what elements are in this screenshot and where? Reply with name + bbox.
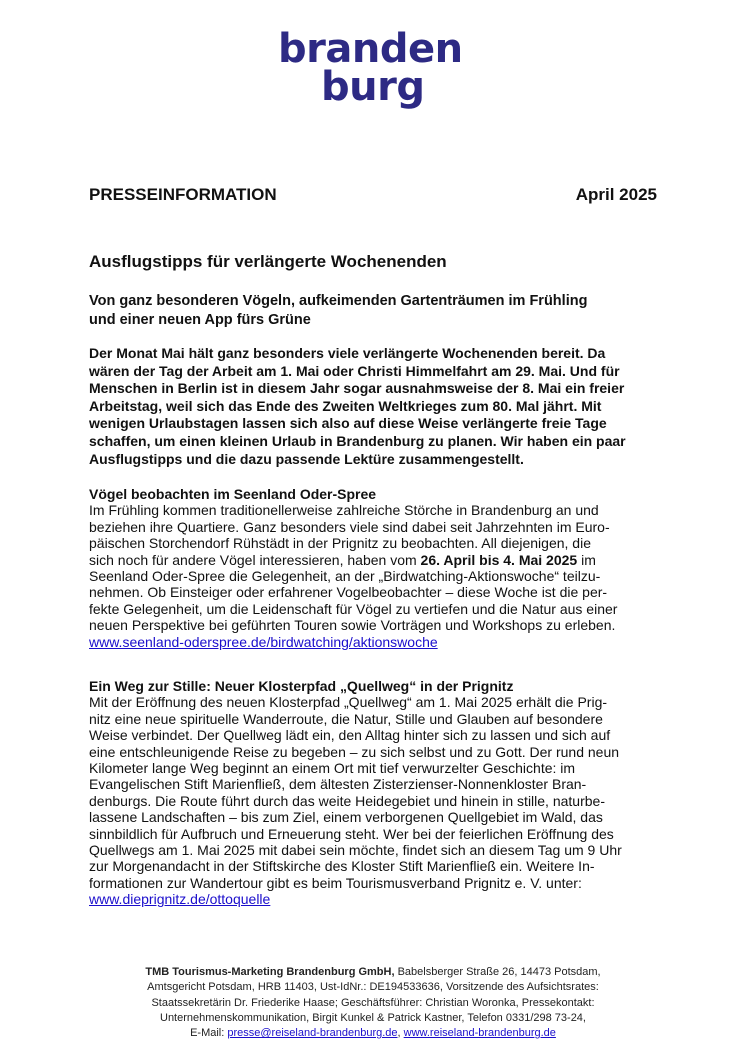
section-link[interactable]: www.seenland-oderspree.de/birdwatching/aktionswoche <box>89 633 438 650</box>
document-header <box>89 185 657 205</box>
body-line <box>89 760 622 776</box>
body-text: Seenland Oder-Spree die Gelegenheit, an der „Birdwatching-Aktionswoche“ teilzu- <box>89 568 601 585</box>
body-line <box>89 535 617 551</box>
footer-separator: , <box>397 1027 404 1040</box>
body-text: im <box>577 551 596 568</box>
body-text: Im Frühling kommen traditionellerweise zahlreiche Störche in Brandenburg an und <box>89 502 599 519</box>
brandenburg-logo <box>278 26 463 110</box>
footer-email-link[interactable]: presse@reiseland-brandenburg.de <box>227 1027 398 1040</box>
body-line <box>89 502 617 518</box>
body-line <box>89 694 622 710</box>
body-text: Quellwegs am 1. Mai 2025 mit dabei sein möchte, findet sich an diesem Tag um 9 Uhr <box>89 842 622 859</box>
body-line <box>89 809 622 825</box>
body-text: nehmen. Ob Einsteiger oder erfahrener Vogelbeobachter – diese Woche ist die per- <box>89 584 608 601</box>
body-line <box>89 842 622 858</box>
lead-line: wären der Tag der Arbeit am 1. Mai oder Christi Himmelfahrt am 29. Mai. Und für <box>89 362 620 379</box>
body-line <box>89 793 622 809</box>
body-line <box>89 776 622 792</box>
body-line <box>89 617 617 633</box>
section-heading: Vögel beobachten im Seenland Oder-Spree <box>89 486 377 502</box>
lead-line: wenigen Urlaubstagen lassen sich also auf diese Weise verlängerte freie Tage <box>89 415 607 432</box>
body-text: Mit der Eröffnung des neuen Klosterpfad „Quellweg“ am 1. Mai 2025 erhält die Prig- <box>89 694 608 711</box>
body-line <box>89 727 622 743</box>
body-line <box>89 858 622 874</box>
body-line <box>89 568 617 584</box>
body-line <box>89 744 622 760</box>
document-type: PRESSEINFORMATION <box>89 185 277 204</box>
section-link[interactable]: www.dieprignitz.de/ottoquelle <box>89 891 271 908</box>
section-quellweg <box>89 678 622 908</box>
body-line <box>89 584 617 600</box>
body-text: eine entschleunigende Reise zu begeben – zu sich selbst und zu Gott. Der rund neun <box>89 743 620 760</box>
body-line <box>89 711 622 727</box>
lead-line: schaffen, um einen kleinen Urlaub in Brandenburg zu planen. Wir haben ein paar <box>89 432 626 449</box>
section-heading: Ein Weg zur Stille: Neuer Klosterpfad „Quellweg“ in der Prignitz <box>89 678 514 694</box>
body-text: sinnbildlich für Aufbruch und Erneuerung steht. Wer bei der feierlichen Eröffnung des <box>89 825 614 842</box>
lead-line: Ausflugstipps und die dazu passende Lektüre zusammengestellt. <box>89 450 524 467</box>
body-line <box>89 519 617 535</box>
body-text: neuen Perspektive bei geführten Touren sowie Vorträgen und Workshops zu erleben. <box>89 617 616 634</box>
section-birdwatching <box>89 486 617 650</box>
body-text: beziehen ihre Quartiere. Ganz besonders viele sind dabei seit Jahrzehnten im Euro- <box>89 518 610 535</box>
body-text: fekte Gelegenheit, um die Leidenschaft für Vögel zu vertiefen und die Natur aus einer <box>89 600 618 617</box>
lead-line: Menschen in Berlin ist in diesem Jahr sogar ausnahmsweise der 8. Mai ein freier <box>89 380 625 397</box>
footer-contact: Unternehmenskommunikation, Birgit Kunkel & Patrick Kastner, Telefon 0331/298 73-24, <box>160 1011 586 1024</box>
subtitle-line: Von ganz besonderen Vögeln, aufkeimenden Gartenträumen im Frühling <box>89 293 588 309</box>
body-text: nitz eine neue spirituelle Wanderroute, die Natur, Stille und Glauben auf besondere <box>89 710 603 727</box>
body-text: denburgs. Die Route führt durch das weite Heidegebiet und hinein in stille, naturbe- <box>89 792 605 809</box>
footer-email-label: E-Mail: <box>190 1027 228 1040</box>
body-text: päischen Storchendorf Rühstädt in der Prignitz zu beobachten. All diejenigen, die <box>89 535 591 552</box>
highlighted-date: 26. April bis 4. Mai 2025 <box>420 551 578 568</box>
footer-registry: Amtsgericht Potsdam, HRB 11403, Ust-IdNr.: DE194533636, Vorsitzende des Aufsichtsrates: <box>147 981 599 994</box>
body-text: lassene Landschaften – bis zum Ziel, einem verborgenen Quellgebiet im Wald, das <box>89 809 603 826</box>
lead-paragraph <box>89 345 626 468</box>
lead-line: Arbeitstag, weil sich das Ende des Zweiten Weltkrieges zum 80. Mal jährt. Mit <box>89 397 602 414</box>
body-line <box>89 552 617 568</box>
footer-address: Babelsberger Straße 26, 14473 Potsdam, <box>394 966 601 978</box>
footer-management: Staatssekretärin Dr. Friederike Haase; Geschäftsführer: Christian Woronka, Pressekontakt: <box>151 996 595 1009</box>
footer-company: TMB Tourismus-Marketing Brandenburg GmbH, <box>145 966 395 978</box>
page-title: Ausflugstipps für verlängerte Wochenenden <box>89 252 447 271</box>
footer-website-link[interactable]: www.reiseland-brandenburg.de <box>403 1027 556 1040</box>
logo-line-1: branden <box>278 26 463 72</box>
body-line <box>89 601 617 617</box>
body-text: Kilometer lange Weg beginnt an einem Ort mit tief verwurzelter Geschichte: im <box>89 760 576 777</box>
subtitle <box>89 292 587 330</box>
body-text: Weise verbindet. Der Quellweg lädt ein, den Alltag hinter sich zu lassen und sich auf <box>89 727 611 744</box>
body-line <box>89 875 622 891</box>
body-text: Evangelischen Stift Marienfließ, dem ältesten Zisterzienser-Nonnenkloster Bran- <box>89 776 587 793</box>
footer-imprint <box>0 965 746 1041</box>
body-text: zur Morgenandacht in der Stiftskirche des Kloster Stift Marienfließ ein. Weitere In- <box>89 858 595 875</box>
logo-line-2: burg <box>321 64 425 110</box>
document-date: April 2025 <box>575 185 657 204</box>
body-text: sich noch für andere Vögel interessieren, haben vom <box>89 551 421 568</box>
lead-line: Der Monat Mai hält ganz besonders viele verlängerte Wochenenden bereit. Da <box>89 345 606 361</box>
body-text: formationen zur Wandertour gibt es beim Tourismusverband Prignitz e. V. unter: <box>89 874 582 891</box>
body-line <box>89 826 622 842</box>
subtitle-line: und einer neuen App fürs Grüne <box>89 312 311 328</box>
